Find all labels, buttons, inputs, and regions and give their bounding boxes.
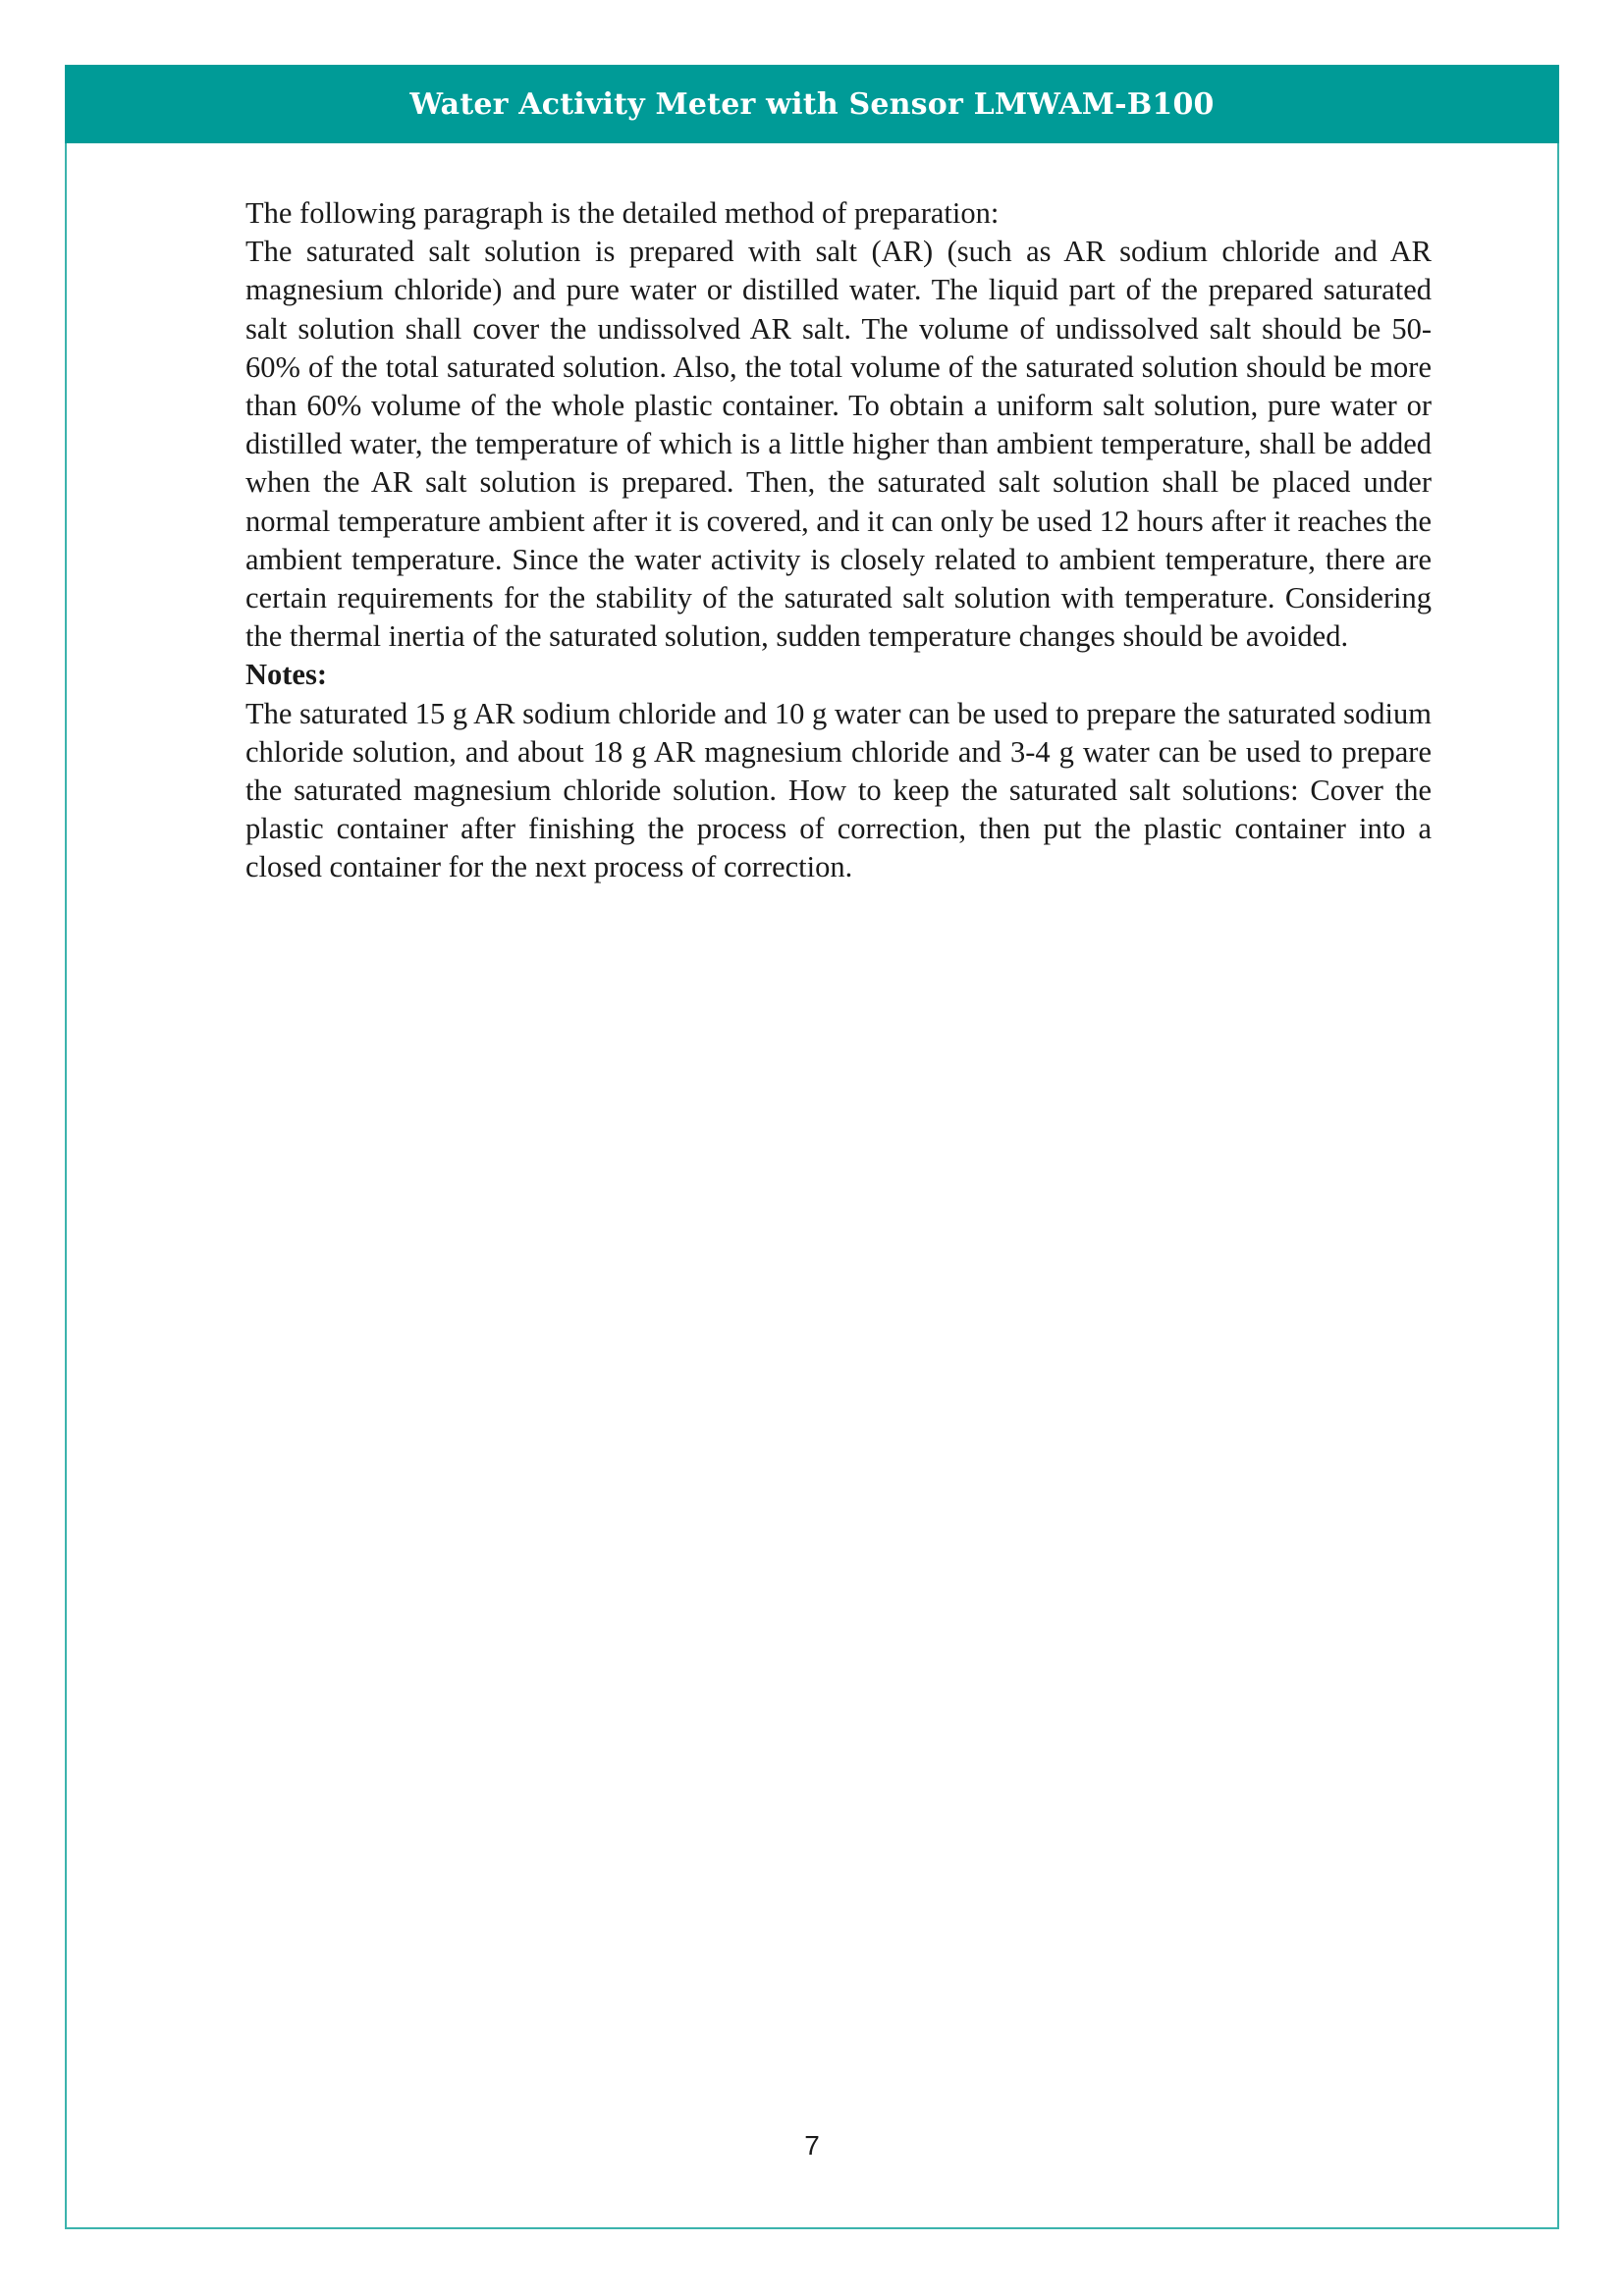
intro-line: The following paragraph is the detailed method of preparation: (245, 196, 1000, 230)
notes-paragraph: The saturated 15 g AR sodium chloride and 10 g water can be used to prepare the saturated sodium chloride solution, and about 18 g AR magnesium chloride and 3-4 g water can be used to prepare the saturated magnesium chloride solution. How to keep the saturated salt solutions: Cover the plastic container after finishing the process of correction, then put the plastic container into a closed container for the next process of correction. (245, 696, 1432, 884)
body-content (245, 194, 1432, 887)
header-banner (65, 65, 1559, 143)
page-number: 7 (804, 2130, 820, 2161)
preparation-paragraph: The saturated salt solution is prepared with salt (AR) (such as AR sodium chloride and AR magnesium chloride) and pure water or distilled water. The liquid part of the prepared saturated salt solution shall cover the undissolved AR salt. The volume of undissolved salt should be 50-60% of the total saturated solution. Also, the total volume of the saturated solution should be more than 60% volume of the whole plastic container. To obtain a uniform salt solution, pure water or distilled water, the temperature of which is a little higher than ambient temperature, shall be added when the AR salt solution is prepared. Then, the saturated salt solution shall be placed under normal temperature ambient after it is covered, and it can only be used 12 hours after it reaches the ambient temperature. Since the water activity is closely related to ambient temperature, there are certain requirements for the stability of the saturated salt solution with temperature. Considering the thermal inertia of the saturated solution, sudden temperature changes should be avoided. (245, 235, 1432, 654)
document-title: Water Activity Meter with Sensor LMWAM-B100 (409, 86, 1215, 122)
notes-heading: Notes: (245, 658, 327, 692)
